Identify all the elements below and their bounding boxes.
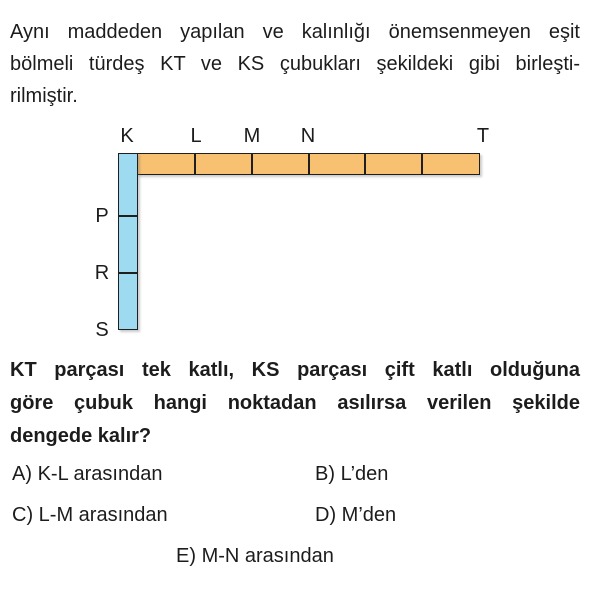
intro-line-2: bölmeli türdeş KT ve KS çubukları şekildeki gibi birleşti- xyxy=(10,53,580,75)
point-label-S: S xyxy=(95,319,109,341)
option-e xyxy=(176,545,334,567)
ks-rod-divider xyxy=(119,272,137,274)
point-label-L: L xyxy=(190,125,202,147)
point-label-K: K xyxy=(120,125,134,147)
option-d-text: M’den xyxy=(341,504,397,526)
kt-rod-divider xyxy=(364,154,366,174)
point-label-M: M xyxy=(243,125,261,147)
intro-paragraph xyxy=(10,16,580,112)
question-line-2: göre çubuk hangi noktadan asılırsa verilen şekilde xyxy=(10,392,580,414)
rod-diagram xyxy=(0,120,607,350)
kt-rod-divider xyxy=(251,154,253,174)
option-e-text: M-N arasından xyxy=(201,545,334,567)
option-a-text: K-L arasından xyxy=(37,463,163,485)
point-label-P: P xyxy=(95,205,109,227)
option-d xyxy=(315,504,396,526)
question-line-3: dengede kalır? xyxy=(10,425,152,447)
kt-rod-divider xyxy=(194,154,196,174)
option-c-label: C) xyxy=(12,504,34,526)
ks-rod xyxy=(118,153,138,330)
point-label-N: N xyxy=(300,125,316,147)
option-a-label: A) xyxy=(12,463,32,485)
option-b xyxy=(315,463,388,485)
kt-rod-divider xyxy=(308,154,310,174)
intro-line-3: rilmiştir. xyxy=(10,85,78,107)
ks-rod-divider xyxy=(119,215,137,217)
question-text xyxy=(10,354,580,453)
question-line-1: KT parçası tek katlı, KS parçası çift katlı olduğuna xyxy=(10,359,580,381)
option-c xyxy=(12,504,168,526)
option-e-label: E) xyxy=(176,545,196,567)
point-label-R: R xyxy=(94,262,110,284)
option-b-text: L’den xyxy=(340,463,389,485)
option-b-label: B) xyxy=(315,463,335,485)
option-a xyxy=(12,463,162,485)
point-label-T: T xyxy=(476,125,490,147)
option-d-label: D) xyxy=(315,504,337,526)
kt-rod xyxy=(137,153,480,175)
option-c-text: L-M arasından xyxy=(38,504,168,526)
kt-rod-divider xyxy=(421,154,423,174)
intro-line-1: Aynı maddeden yapılan ve kalınlığı önemsenmeyen eşit xyxy=(10,21,580,43)
